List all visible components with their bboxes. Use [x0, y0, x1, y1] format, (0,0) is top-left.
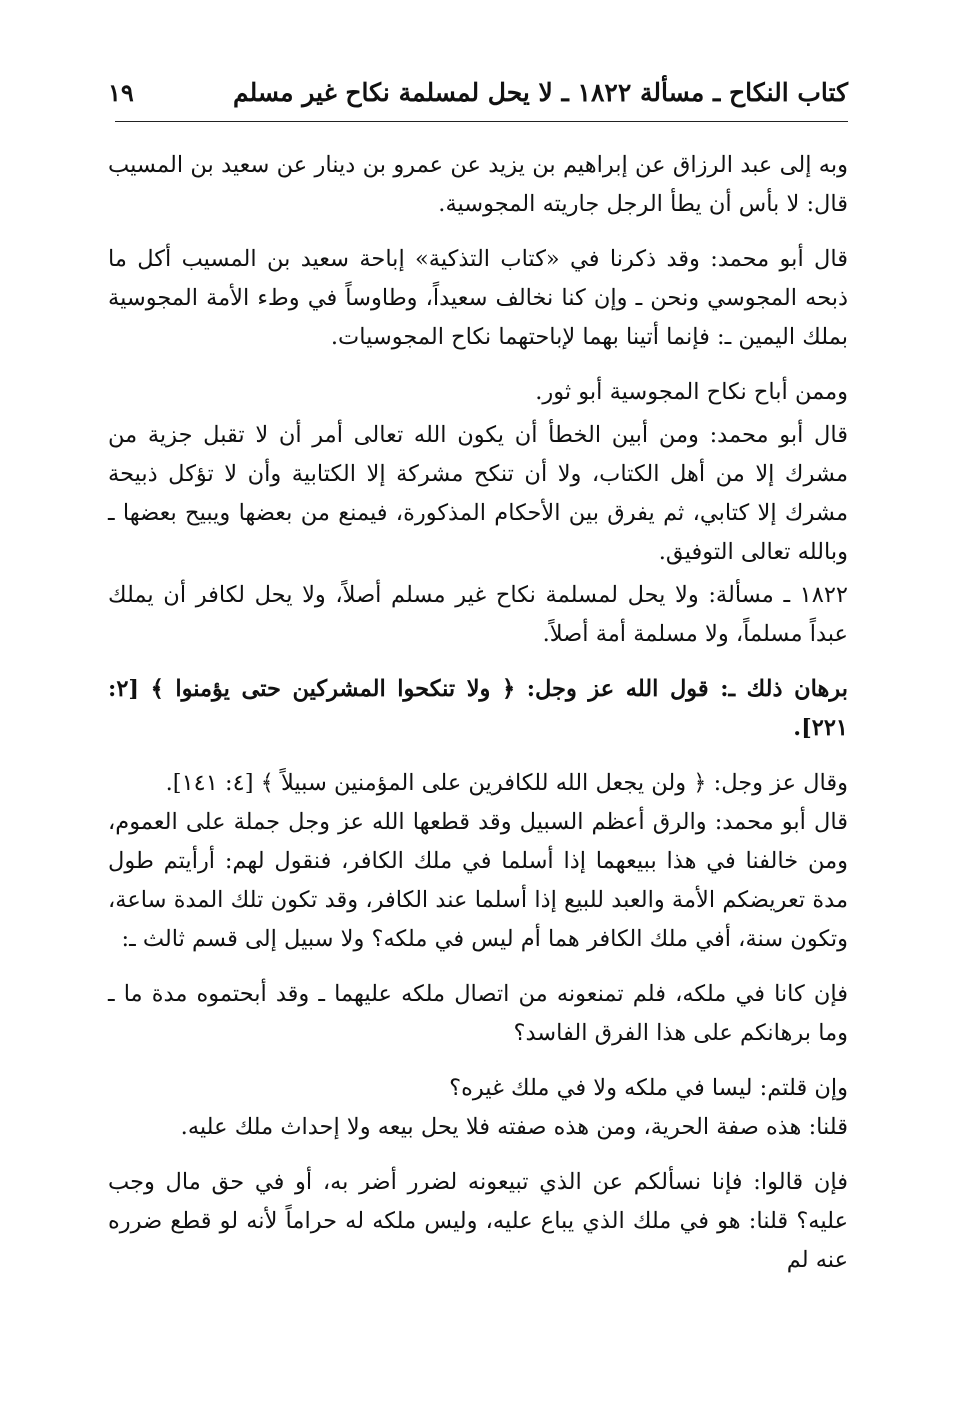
- header-rule: [115, 121, 848, 122]
- paragraph-abu-muhammad-riqq: قال أبو محمد: والرق أعظم السبيل وقد قطعها الله عز وجل جملة على العموم، ومن خالفنا في هذا ببيعهما إذا أسلما في ملك الكافر، فنقول لهم: أرأيتم طول مدة تعريضكم الأمة والعبد للبيع إذا أسلما عند الكافر، وقد تكون تلك المدة ساعة، وتكون سنة، أفي ملك الكافر هما أم ليس في ملكه؟ ولا سبيل إلى قسم ثالث ـ:: [108, 809, 848, 952]
- page-body: [108, 146, 848, 1280]
- paragraph-fa-in-qalu: فإن قالوا: فإنا نسألكم عن الذي تبيعونه لضرر أضر به، أو في حق مال وجب عليه؟ قلنا: هو في ملك الذي يباع عليه، وليس ملكه له حراماً لأنه لو قطع ضرره عنه لم: [108, 1169, 848, 1273]
- paragraph-wa-in-qultum: وإن قلتم: ليسا في ملكه ولا في ملك غيره؟: [449, 1075, 848, 1101]
- paragraph-abu-thawr: وممن أباح نكاح المجوسية أبو ثور.: [535, 379, 848, 405]
- paragraph-quran-verse: وقال عز وجل: ﴿ ولن يجعل الله للكافرين على المؤمنين سبيلاً ﴾ [٤: ١٤١].: [165, 770, 848, 796]
- running-header: [108, 70, 848, 114]
- paragraph-fa-in-kana: فإن كانا في ملكه، فلم تمنعونه من اتصال ملكه عليهما ـ وقد أبحتموه مدة ما ـ وما برهانكم على هذا الفرق الفاسد؟: [108, 981, 848, 1046]
- paragraph-qulna: قلنا: هذه صفة الحرية، ومن هذه صفته فلا يحل بيعه ولا إحداث ملك عليه.: [180, 1114, 848, 1140]
- page-number: ١٩: [108, 77, 134, 107]
- paragraph-burhan: برهان ذلك ـ: قول الله عز وجل: ﴿ ولا تنكحوا المشركين حتى يؤمنوا ﴾ [٢: ٢٢١].: [108, 676, 848, 741]
- paragraph-abu-muhammad-tadhkiya: قال أبو محمد: وقد ذكرنا في «كتاب التذكية» إباحة سعيد بن المسيب أكل ما ذبحه المجوسي ونحن ـ وإن كنا نخالف سعيداً، وطاوساً في وطء الأمة المجوسية بملك اليمين ـ: فإنما أتينا بهما لإباحتهما نكاح المجوسيات.: [108, 246, 848, 350]
- paragraph-abu-muhammad-khata: قال أبو محمد: ومن أبين الخطأ أن يكون الله تعالى أمر أن لا تقبل جزية من مشرك إلا من أهل الكتاب، ولا أن تنكح مشركة إلا الكتابية وأن لا تؤكل ذبيحة مشرك إلا كتابي، ثم يفرق بين الأحكام المذكورة، فيمنع من بعضها ويبيح بعضها ـ وبالله تعالى التوفيق.: [108, 422, 848, 565]
- paragraph-masala-1822: ١٨٢٢ ـ مسألة: ولا يحل لمسلمة نكاح غير مسلم أصلاً، ولا يحل لكافر أن يملك عبداً مسلماً، ولا مسلمة أمة أصلاً.: [108, 582, 848, 647]
- running-header-title: كتاب النكاح ـ مسألة ١٨٢٢ ـ لا يحل لمسلمة نكاح غير مسلم: [232, 77, 848, 107]
- paragraph-isnad: وبه إلى عبد الرزاق عن إبراهيم بن يزيد عن عمرو بن دينار عن سعيد بن المسيب قال: لا بأس أن يطأ الرجل جاريته المجوسية.: [108, 152, 848, 217]
